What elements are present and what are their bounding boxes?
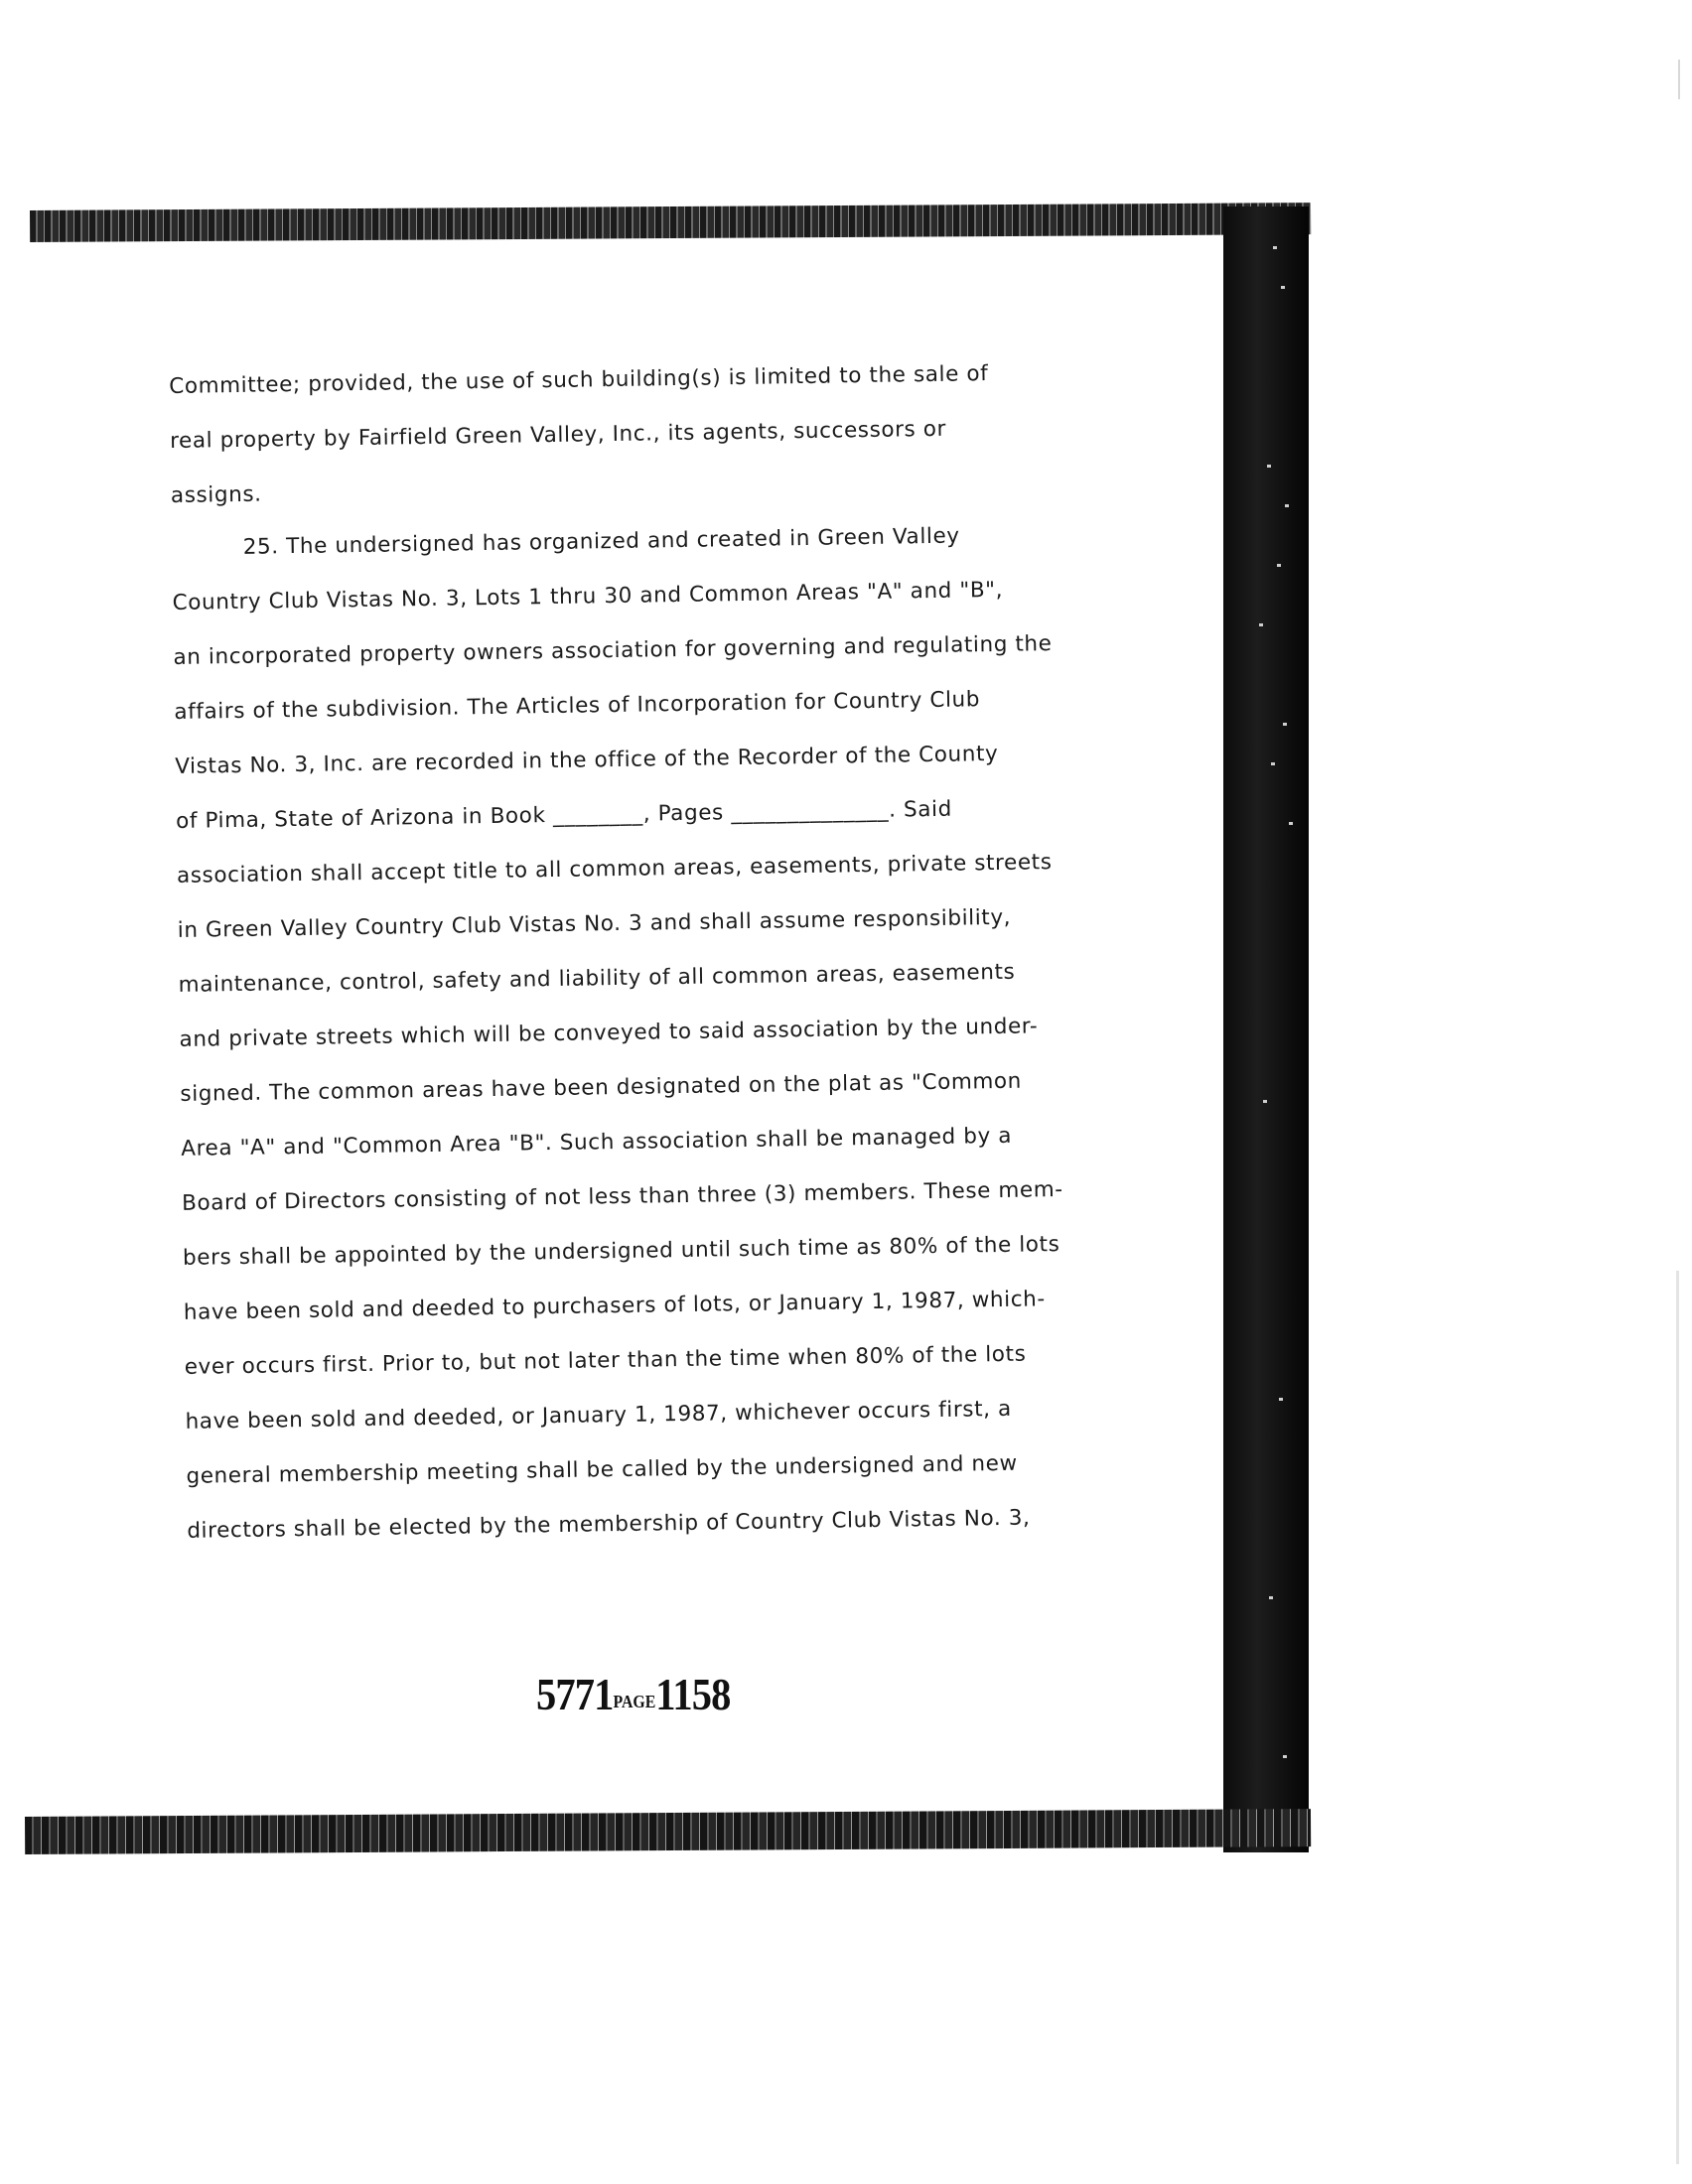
text-line: 25. The undersigned has organized and created in Green Valley bbox=[242, 523, 960, 560]
text-line: have been sold and deeded to purchasers of lots, or January 1, 1987, which- bbox=[183, 1287, 1046, 1325]
scan-border-bottom bbox=[25, 1809, 1311, 1854]
text-line: bers shall be appointed by the undersigned until such time as 80% of the lots bbox=[182, 1232, 1060, 1271]
text-line: real property by Fairfield Green Valley, Inc., its agents, successors or bbox=[169, 416, 947, 454]
document-body bbox=[169, 357, 1122, 1544]
text-line: signed. The common areas have been designated on the plat as "Common bbox=[180, 1068, 1023, 1107]
scan-border-top bbox=[30, 203, 1311, 242]
page-number: 1158 bbox=[655, 1669, 731, 1719]
text-line: Country Club Vistas No. 3, Lots 1 thru 30 and Common Areas "A" and "B", bbox=[172, 577, 1004, 615]
text-line: an incorporated property owners association for governing and regulating the bbox=[173, 631, 1053, 670]
text-line: have been sold and deeded, or January 1, 1987, whichever occurs first, a bbox=[185, 1396, 1012, 1434]
text-line: association shall accept title to all common areas, easements, private streets bbox=[176, 850, 1053, 888]
text-line: in Green Valley Country Club Vistas No. 3 and shall assume responsibility, bbox=[177, 904, 1012, 943]
scan-border-right bbox=[1223, 206, 1309, 1852]
page-label: PAGE bbox=[613, 1692, 656, 1711]
text-line: Vistas No. 3, Inc. are recorded in the office of the Recorder of the County bbox=[175, 741, 999, 779]
text-line: general membership meeting shall be called by the undersigned and new bbox=[186, 1450, 1018, 1489]
text-line: maintenance, control, safety and liability of all common areas, easements bbox=[178, 959, 1016, 998]
book-number: 5771 bbox=[536, 1669, 614, 1719]
text-line: Board of Directors consisting of not less than three (3) members. These mem- bbox=[181, 1176, 1063, 1216]
text-line: and private streets which will be conveyed to said association by the under- bbox=[179, 1014, 1039, 1052]
scan-edge-mark bbox=[1676, 1271, 1679, 2164]
text-line: ever occurs first. Prior to, but not later than the time when 80% of the lots bbox=[184, 1341, 1027, 1380]
book-page-number bbox=[536, 1668, 730, 1720]
text-line: Committee; provided, the use of such building(s) is limited to the sale of bbox=[169, 361, 989, 399]
text-line: affairs of the subdivision. The Articles of Incorporation for Country Club bbox=[174, 687, 981, 725]
text-line: of Pima, State of Arizona in Book ________, Pages ______________. Said bbox=[175, 796, 953, 834]
scan-edge-mark bbox=[1678, 60, 1680, 99]
text-line: directors shall be elected by the membership of Country Club Vistas No. 3, bbox=[187, 1505, 1031, 1544]
text-line: assigns. bbox=[170, 481, 262, 508]
text-line: Area "A" and "Common Area "B". Such association shall be managed by a bbox=[181, 1123, 1013, 1161]
